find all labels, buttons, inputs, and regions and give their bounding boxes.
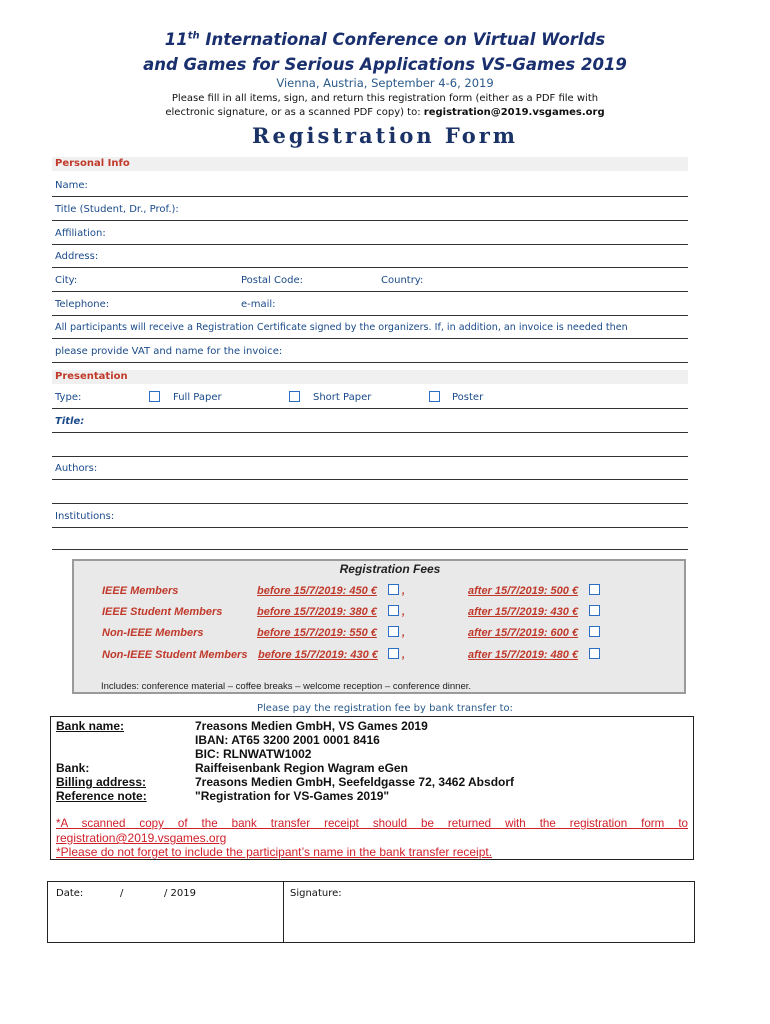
conference-location: Vienna, Austria, September 4-6, 2019 bbox=[276, 76, 494, 90]
affiliation-field[interactable] bbox=[52, 244, 688, 245]
name-field[interactable] bbox=[52, 196, 688, 197]
fee-comma: , bbox=[402, 649, 406, 661]
instructions-line2: electronic signature, or as a scanned PDF copy) to: registration@2019.vsgames.org bbox=[165, 107, 605, 118]
fee-label-ieee: IEEE Members bbox=[102, 585, 179, 597]
bank-name-label: Bank name: bbox=[56, 719, 125, 733]
poster-label: Poster bbox=[452, 392, 484, 403]
postal-code-label: Postal Code: bbox=[241, 275, 303, 286]
presentation-title-field-2[interactable] bbox=[52, 456, 688, 457]
vat-note-line1: All participants will receive a Registration Certificate signed by the organizers. If, in addition, an invoice is needed then bbox=[55, 322, 628, 333]
fee-before-ieee-student: before 15/7/2019: 380 € bbox=[257, 606, 377, 618]
fee-after-ieee: after 15/7/2019: 500 € bbox=[468, 585, 579, 597]
country-label: Country: bbox=[381, 275, 424, 286]
billing-address-value: 7reasons Medien GmbH, Seefeldgasse 72, 3462 Absdorf bbox=[195, 775, 515, 789]
fee-before-non-ieee-checkbox[interactable] bbox=[388, 626, 399, 637]
fee-before-ieee-checkbox[interactable] bbox=[388, 584, 399, 595]
form-title: Registration Form bbox=[252, 123, 518, 148]
billing-address-label: Billing address: bbox=[56, 775, 147, 789]
presentation-title-label: Title: bbox=[55, 416, 85, 427]
poster-checkbox[interactable] bbox=[429, 391, 440, 402]
title-field[interactable] bbox=[52, 220, 688, 221]
receipt-note-email[interactable]: registration@2019.vsgames.org bbox=[56, 831, 227, 845]
fee-comma: , bbox=[402, 585, 406, 597]
authors-field-2[interactable] bbox=[52, 503, 688, 504]
date-field[interactable] bbox=[48, 900, 282, 942]
full-paper-label: Full Paper bbox=[173, 392, 222, 403]
fee-label-non-ieee: Non-IEEE Members bbox=[102, 627, 204, 639]
fee-after-ieee-checkbox[interactable] bbox=[589, 584, 600, 595]
participant-name-note: *Please do not forget to include the participant’s name in the bank transfer receipt. bbox=[56, 845, 493, 859]
fee-after-non-ieee-checkbox[interactable] bbox=[589, 626, 600, 637]
bank-name-value: 7reasons Medien GmbH, VS Games 2019 bbox=[195, 719, 428, 733]
telephone-email-field[interactable] bbox=[52, 315, 688, 316]
signature-label: Signature: bbox=[290, 888, 342, 899]
fee-before-ieee: before 15/7/2019: 450 € bbox=[257, 585, 377, 597]
fee-before-non-ieee-student-checkbox[interactable] bbox=[388, 648, 399, 659]
vat-note-line2: please provide VAT and name for the invoice: bbox=[55, 346, 283, 357]
fee-label-non-ieee-student: Non-IEEE Student Members bbox=[102, 649, 248, 661]
full-paper-checkbox[interactable] bbox=[149, 391, 160, 402]
fee-label-ieee-student: IEEE Student Members bbox=[102, 606, 223, 618]
bank-label: Bank: bbox=[56, 761, 90, 775]
fee-after-ieee-student: after 15/7/2019: 430 € bbox=[468, 606, 579, 618]
email-label: e-mail: bbox=[241, 299, 276, 310]
reference-note-value: "Registration for VS-Games 2019" bbox=[195, 789, 390, 803]
conference-title-line1: 11th International Conference on Virtual Worlds bbox=[164, 30, 606, 49]
city-postal-country-field[interactable] bbox=[52, 291, 688, 292]
short-paper-label: Short Paper bbox=[313, 392, 372, 403]
signature-field[interactable] bbox=[286, 900, 693, 942]
fee-after-non-ieee-student: after 15/7/2019: 480 € bbox=[468, 649, 579, 661]
fee-before-non-ieee-student: before 15/7/2019: 430 € bbox=[258, 649, 378, 661]
institutions-label: Institutions: bbox=[55, 511, 115, 522]
authors-label: Authors: bbox=[55, 463, 98, 474]
address-field[interactable] bbox=[52, 267, 688, 268]
date-year: / 2019 bbox=[164, 888, 196, 899]
fee-after-ieee-student-checkbox[interactable] bbox=[589, 605, 600, 616]
fee-comma: , bbox=[402, 606, 406, 618]
signature-divider bbox=[283, 881, 284, 943]
conference-title-line2: and Games for Serious Applications VS-Games 2019 bbox=[143, 55, 627, 74]
type-field bbox=[52, 408, 688, 409]
city-label: City: bbox=[55, 275, 78, 286]
institutions-field-1[interactable] bbox=[52, 527, 688, 528]
presentation-title-field-1[interactable] bbox=[52, 432, 688, 433]
type-label: Type: bbox=[55, 392, 82, 403]
name-label: Name: bbox=[55, 180, 88, 191]
fees-includes-note: Includes: conference material – coffee breaks – welcome reception – conference dinner. bbox=[101, 681, 472, 692]
iban-value: IBAN: AT65 3200 2001 0001 8416 bbox=[195, 733, 380, 747]
payment-intro: Please pay the registration fee by bank transfer to: bbox=[257, 703, 513, 714]
registration-email[interactable]: registration@2019.vsgames.org bbox=[423, 107, 605, 118]
registration-fees-header: Registration Fees bbox=[339, 562, 441, 576]
address-label: Address: bbox=[55, 251, 99, 262]
short-paper-checkbox[interactable] bbox=[289, 391, 300, 402]
authors-field-1[interactable] bbox=[52, 479, 688, 480]
institutions-field-2[interactable] bbox=[52, 549, 688, 550]
instructions-line1: Please fill in all items, sign, and return this registration form (either as a PDF file with bbox=[171, 93, 599, 104]
personal-info-header: Personal Info bbox=[52, 157, 688, 171]
title-label: Title (Student, Dr., Prof.): bbox=[55, 204, 179, 215]
telephone-label: Telephone: bbox=[55, 299, 110, 310]
fee-after-non-ieee-student-checkbox[interactable] bbox=[589, 648, 600, 659]
fee-after-non-ieee: after 15/7/2019: 600 € bbox=[468, 627, 579, 639]
fee-before-non-ieee: before 15/7/2019: 550 € bbox=[257, 627, 377, 639]
presentation-header: Presentation bbox=[52, 370, 688, 384]
date-label: Date: bbox=[56, 888, 84, 899]
date-slash: / bbox=[120, 888, 124, 899]
vat-line1-field[interactable] bbox=[52, 338, 688, 339]
bank-value: Raiffeisenbank Region Wagram eGen bbox=[195, 761, 408, 775]
vat-field[interactable] bbox=[52, 362, 688, 363]
receipt-note-line1: *A scanned copy of the bank transfer receipt should be returned with the registration form to bbox=[56, 817, 688, 830]
bic-value: BIC: RLNWATW1002 bbox=[195, 747, 312, 761]
fee-before-ieee-student-checkbox[interactable] bbox=[388, 605, 399, 616]
reference-note-label: Reference note: bbox=[56, 789, 147, 803]
affiliation-label: Affiliation: bbox=[55, 228, 106, 239]
fee-comma: , bbox=[402, 627, 406, 639]
